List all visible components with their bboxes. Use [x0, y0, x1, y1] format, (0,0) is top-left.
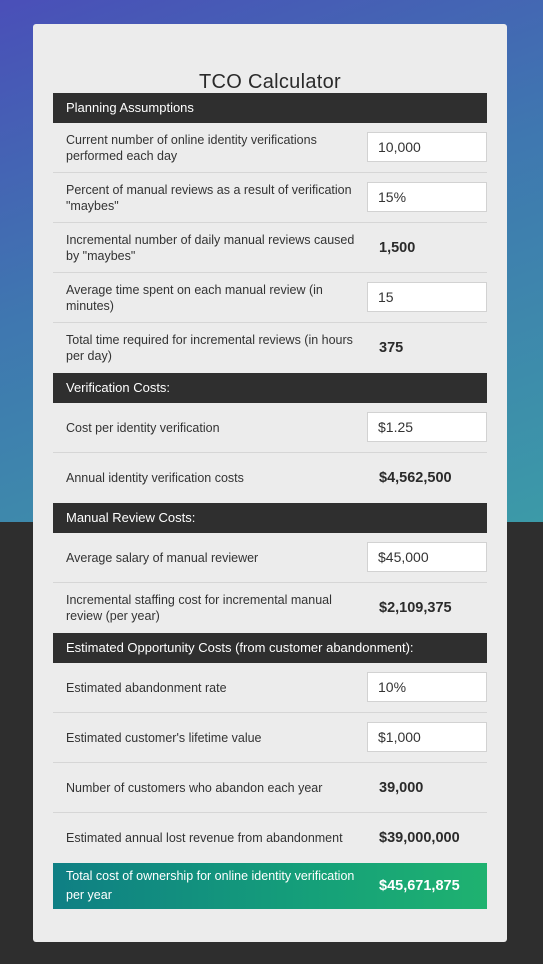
staffing-value: $2,109,375 [379, 600, 452, 616]
total-cost-row [53, 863, 487, 909]
daily-reviews-value: 1,500 [379, 239, 416, 256]
lost-revenue-label: Estimated annual lost revenue from abandonment [66, 831, 343, 845]
lifetime-value-label: Estimated customer's lifetime value [66, 730, 262, 745]
total-time-label: Total time required for incremental reviews (in hours per day) [66, 333, 353, 363]
annual-verification-label: Annual identity verification costs [66, 471, 244, 485]
manual-percent-label: Percent of manual reviews as a result of verification "maybes" [66, 182, 352, 213]
total-cost-value: $45,671,875 [379, 878, 460, 894]
row-verifications [53, 123, 487, 173]
annual-verification-value: $4,562,500 [379, 470, 452, 486]
verifications-label: Current number of online identity verifications performed each day [66, 132, 317, 163]
page-title: TCO Calculator [198, 71, 341, 93]
total-time-value: 375 [379, 340, 404, 356]
row-lost-revenue [53, 813, 487, 863]
abandon-rate-label: Estimated abandonment rate [66, 680, 227, 695]
row-annual-verification [53, 453, 487, 503]
row-total-time [53, 323, 487, 373]
avg-time-input[interactable] [367, 282, 487, 312]
salary-input[interactable] [367, 542, 487, 572]
lifetime-value-input[interactable] [367, 722, 487, 752]
abandon-rate-input[interactable] [367, 672, 487, 702]
row-cost-per-verification [53, 403, 487, 453]
customers-abandon-value: 39,000 [379, 779, 424, 796]
customers-abandon-label: Number of customers who abandon each year [66, 780, 323, 795]
row-avg-time [53, 273, 487, 323]
row-customers-abandon [53, 763, 487, 813]
row-salary [53, 533, 487, 583]
section-header-planning: Planning Assumptions [53, 93, 487, 123]
total-cost-label: Total cost of ownership for online identity verification per year [66, 869, 355, 902]
avg-time-label: Average time spent on each manual review (in minutes) [66, 282, 323, 313]
row-staffing [53, 583, 487, 633]
cost-per-verification-input[interactable] [367, 412, 487, 442]
section-header-opportunity: Estimated Opportunity Costs (from customer abandonment): [53, 633, 487, 663]
manual-percent-input[interactable] [367, 182, 487, 212]
calculator-card [33, 24, 507, 942]
section-header-manual: Manual Review Costs: [53, 503, 487, 533]
verifications-input[interactable] [367, 132, 487, 162]
staffing-label: Incremental staffing cost for incremental manual review (per year) [66, 593, 332, 623]
section-header-verification: Verification Costs: [53, 373, 487, 403]
row-daily-reviews [53, 223, 487, 273]
row-lifetime-value [53, 713, 487, 763]
daily-reviews-label: Incremental number of daily manual reviews caused by "maybes" [66, 232, 355, 263]
cost-per-verification-label: Cost per identity verification [66, 420, 220, 435]
calculator-table [53, 93, 487, 909]
row-abandon-rate [53, 663, 487, 713]
salary-label: Average salary of manual reviewer [66, 550, 259, 565]
lost-revenue-value: $39,000,000 [379, 830, 460, 846]
row-manual-percent [53, 173, 487, 223]
